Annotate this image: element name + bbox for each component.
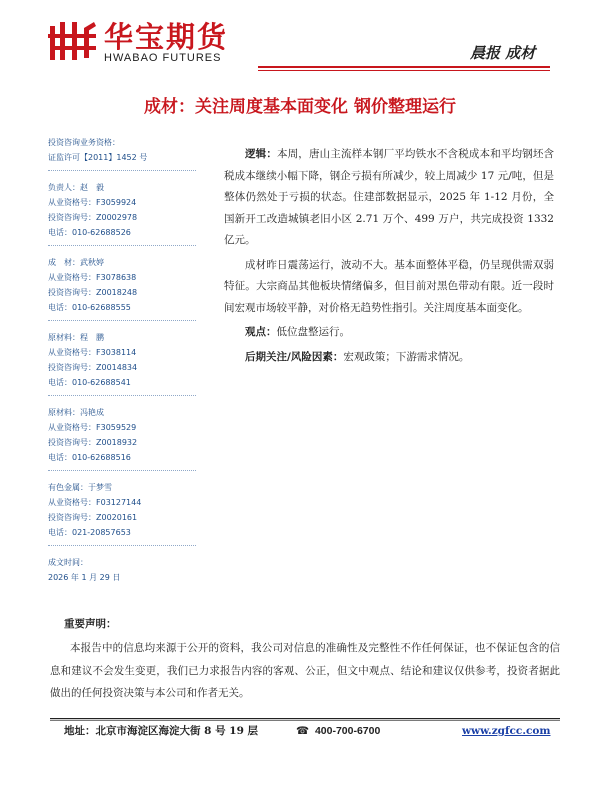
disclaimer-text: 本报告中的信息均来源于公开的资料，我公司对信息的准确性及完整性不作任何保证，也不保证包含的信息和建议不会发生变更，我们已力求报告内容的客观、公正，但文中观点、结论和建议仅供参考，投资者据此做出的任何投资决策与本公司和作者无关。 <box>50 642 560 699</box>
analyst-role: 负责人：赵 毅 <box>48 183 104 192</box>
analyst-role: 有色金属：于梦雪 <box>48 483 112 492</box>
analyst-phone: 电话：010-62688541 <box>48 378 131 387</box>
risk-text: 宏观政策；下游需求情况。 <box>343 350 470 363</box>
analyst-sidebar <box>48 135 198 585</box>
analyst-phone: 电话：010-62688555 <box>48 303 131 312</box>
brand-name-en: HWABAO FUTURES <box>104 52 222 64</box>
logic-label: 逻辑： <box>245 148 277 160</box>
analyst-cert: 从业资格号：F03127144 <box>48 498 142 507</box>
analyst-cert: 从业资格号：F3059924 <box>48 198 137 207</box>
analyst-phone: 电话：010-62688516 <box>48 453 131 462</box>
logic-text: 本周，唐山主流样本钢厂平均铁水不含税成本和平均钢坯含税成本继续小幅下降，钢企亏损有所减少，较上周减少 17 元/吨，但是整体仍然处于亏损的状态。住建部数据显示，2025 年 1-12 月份，全国新开工改造城镇老旧小区 2.71 万个、499 万户，共完成投资 1332 亿元。 <box>224 148 555 246</box>
footer-phone <box>296 724 380 738</box>
analyst-block <box>48 330 198 390</box>
disclaimer-title: 重要声明： <box>64 618 117 630</box>
license-block <box>48 135 198 165</box>
footer-divider <box>50 718 560 721</box>
date-value: 2026 年 1 月 29 日 <box>48 573 121 582</box>
analyst-cert: 从业资格号：F3038114 <box>48 348 137 357</box>
analyst-advisory-cert: 投资咨询号：Z0014834 <box>48 363 138 372</box>
report-body <box>224 144 554 368</box>
analyst-role: 原材料：程 鹏 <box>48 333 104 342</box>
view-paragraph <box>224 322 554 344</box>
page-title: 成材：关注周度基本面变化 钢价整理运行 <box>144 97 456 117</box>
divider <box>48 395 196 396</box>
phone-number: 400-700-6700 <box>314 725 381 737</box>
divider <box>48 320 196 321</box>
analyst-block <box>48 255 198 315</box>
logic-paragraph <box>224 144 554 252</box>
analyst-advisory-cert: 投资咨询号：Z0018932 <box>48 438 138 447</box>
brand-name-cn: 华宝期货 <box>104 20 229 54</box>
analyst-cert: 从业资格号：F3059529 <box>48 423 137 432</box>
analyst-advisory-cert: 投资咨询号：Z0002978 <box>48 213 138 222</box>
view-text: 低位盘整运行。 <box>276 326 350 338</box>
analyst-block <box>48 480 198 540</box>
analyst-block <box>48 405 198 465</box>
analyst-role: 成 材：武秋婷 <box>48 258 104 267</box>
date-block <box>48 555 198 585</box>
company-logo <box>48 20 98 62</box>
analyst-role: 原材料：冯艳成 <box>48 408 104 417</box>
license-value: 证监许可【2011】1452 号 <box>48 153 148 162</box>
analyst-advisory-cert: 投资咨询号：Z0018248 <box>48 288 138 297</box>
header-divider <box>258 66 550 72</box>
analyst-phone: 电话：021-20857653 <box>48 528 131 537</box>
footer-address: 地址：北京市海淀区海淀大街 8 号 19 层 <box>64 725 259 737</box>
analyst-phone: 电话：010-62688526 <box>48 228 131 237</box>
analyst-cert: 从业资格号：F3078638 <box>48 273 137 282</box>
analyst-block <box>48 180 198 240</box>
market-paragraph: 成材昨日震荡运行，波动不大。基本面整体平稳，仍呈现供需双弱特征。大宗商品其他板块情绪偏多，但目前对黑色带动有限。近一段时间宏观市场较平静，对价格无趋势性指引。关注周度基本面变化。 <box>224 258 554 314</box>
risk-paragraph <box>224 347 554 369</box>
date-label: 成文时间： <box>48 558 88 567</box>
divider <box>48 245 196 246</box>
view-label: 观点： <box>245 326 277 338</box>
license-label: 投资咨询业务资格： <box>48 138 120 147</box>
website-link[interactable]: www.zgfcc.com <box>462 725 551 737</box>
divider <box>48 545 196 546</box>
divider <box>48 170 196 171</box>
risk-label: 后期关注/风险因素： <box>245 350 344 363</box>
divider <box>48 470 196 471</box>
telephone-icon: ☎ <box>296 725 310 737</box>
report-tag: 晨报 成材 <box>470 44 536 62</box>
analyst-advisory-cert: 投资咨询号：Z0020161 <box>48 513 138 522</box>
